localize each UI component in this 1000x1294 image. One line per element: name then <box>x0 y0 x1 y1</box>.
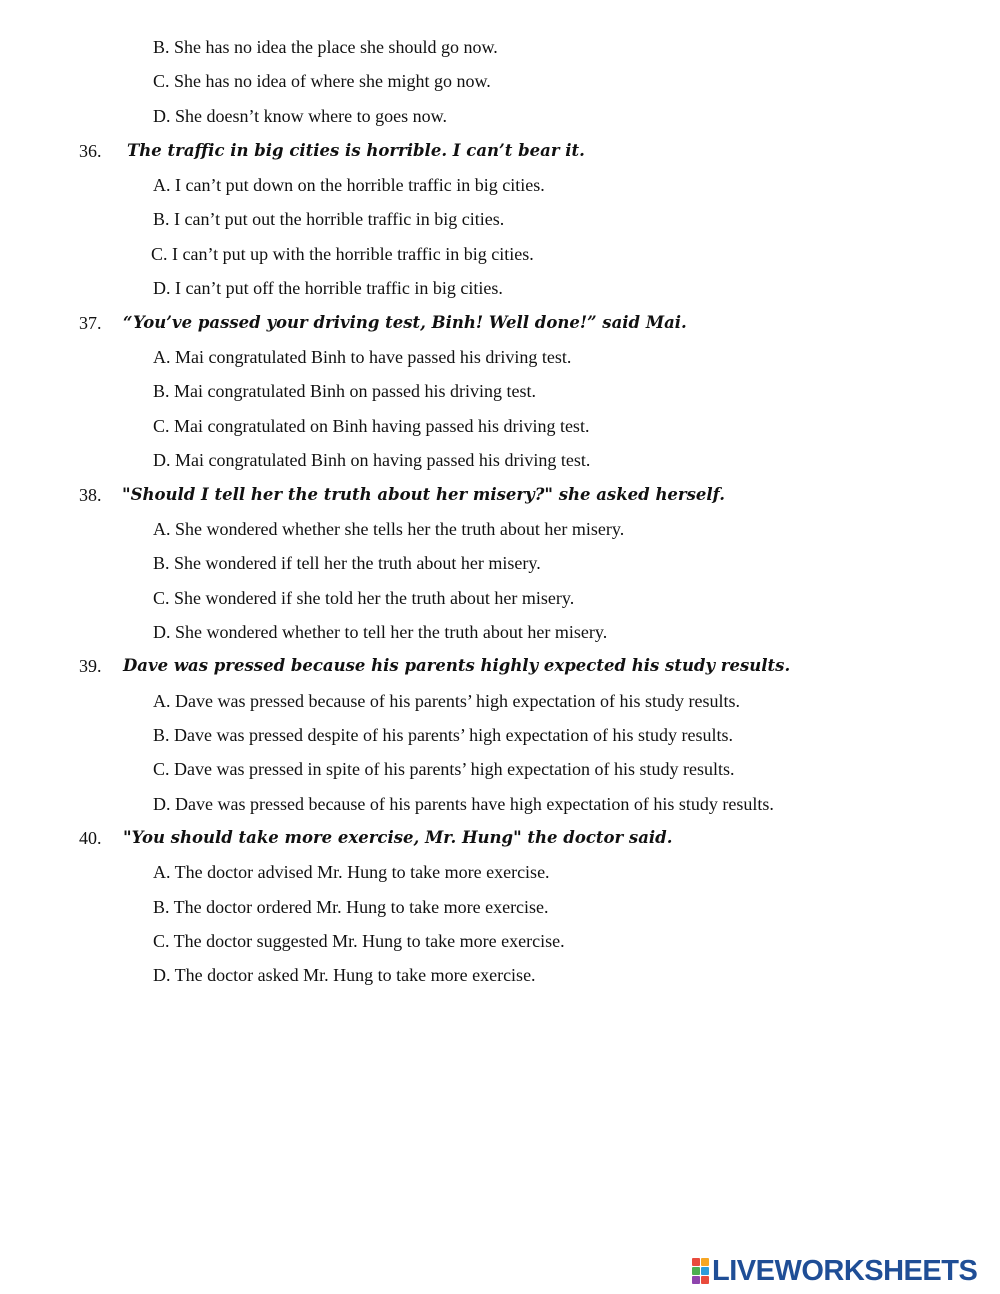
question-37-number: 37. <box>79 313 102 333</box>
option-36-a[interactable]: A. I can’t put down on the horrible traffic in big cities. <box>153 175 545 195</box>
question-38-number: 38. <box>79 485 102 505</box>
option-40-c[interactable]: C. The doctor suggested Mr. Hung to take more exercise. <box>153 931 565 951</box>
question-39-prompt: Dave was pressed because his parents highly expected his study results. <box>123 656 791 675</box>
option-39-b[interactable]: B. Dave was pressed despite of his parents’ high expectation of his study results. <box>153 725 734 745</box>
liveworksheets-logo-text: LIVEWORKSHEETS <box>712 1255 978 1287</box>
option-36-b[interactable]: B. I can’t put out the horrible traffic in big cities. <box>153 209 505 229</box>
option-38-c[interactable]: C. She wondered if she told her the truth about her misery. <box>153 588 575 608</box>
question-40-number: 40. <box>79 828 102 848</box>
logo-tile <box>701 1267 709 1275</box>
option-39-a[interactable]: A. Dave was pressed because of his parents’ high expectation of his study results. <box>153 691 741 711</box>
question-36-number: 36. <box>79 141 102 161</box>
option-39-d[interactable]: D. Dave was pressed because of his parents have high expectation of his study results. <box>153 794 774 814</box>
question-36-prompt: The traffic in big cities is horrible. I can’t bear it. <box>127 141 585 160</box>
option-37-c[interactable]: C. Mai congratulated on Binh having passed his driving test. <box>153 416 590 436</box>
option-40-a[interactable]: A. The doctor advised Mr. Hung to take more exercise. <box>153 862 550 882</box>
option-38-b[interactable]: B. She wondered if tell her the truth about her misery. <box>153 553 541 573</box>
option-37-b[interactable]: B. Mai congratulated Binh on passed his driving test. <box>153 381 536 401</box>
option-35-d[interactable]: D. She doesn’t know where to goes now. <box>153 106 447 126</box>
liveworksheets-logo-icon <box>692 1258 709 1284</box>
logo-tile <box>701 1258 709 1266</box>
logo-tile <box>692 1258 700 1266</box>
logo-tile <box>701 1276 709 1284</box>
question-40-prompt: "You should take more exercise, Mr. Hung" the doctor said. <box>123 828 673 847</box>
option-35-c[interactable]: C. She has no idea of where she might go now. <box>153 71 491 91</box>
option-35-b[interactable]: B. She has no idea the place she should go now. <box>153 37 498 57</box>
option-37-d[interactable]: D. Mai congratulated Binh on having passed his driving test. <box>153 450 591 470</box>
liveworksheets-logo <box>692 1255 977 1287</box>
option-39-c[interactable]: C. Dave was pressed in spite of his parents’ high expectation of his study results. <box>153 759 735 779</box>
question-38-prompt: "Should I tell her the truth about her misery?" she asked herself. <box>122 485 725 504</box>
logo-tile <box>692 1276 700 1284</box>
question-39-number: 39. <box>79 656 102 676</box>
option-38-a[interactable]: A. She wondered whether she tells her the truth about her misery. <box>153 519 625 539</box>
option-37-a[interactable]: A. Mai congratulated Binh to have passed his driving test. <box>153 347 572 367</box>
logo-tile <box>692 1267 700 1275</box>
option-40-b[interactable]: B. The doctor ordered Mr. Hung to take more exercise. <box>153 897 549 917</box>
option-40-d[interactable]: D. The doctor asked Mr. Hung to take more exercise. <box>153 965 536 985</box>
option-38-d[interactable]: D. She wondered whether to tell her the truth about her misery. <box>153 622 608 642</box>
option-36-d[interactable]: D. I can’t put off the horrible traffic in big cities. <box>153 278 503 298</box>
option-36-c[interactable]: C. I can’t put up with the horrible traffic in big cities. <box>151 244 534 264</box>
question-37-prompt: “You’ve passed your driving test, Binh! Well done!” said Mai. <box>123 313 687 332</box>
